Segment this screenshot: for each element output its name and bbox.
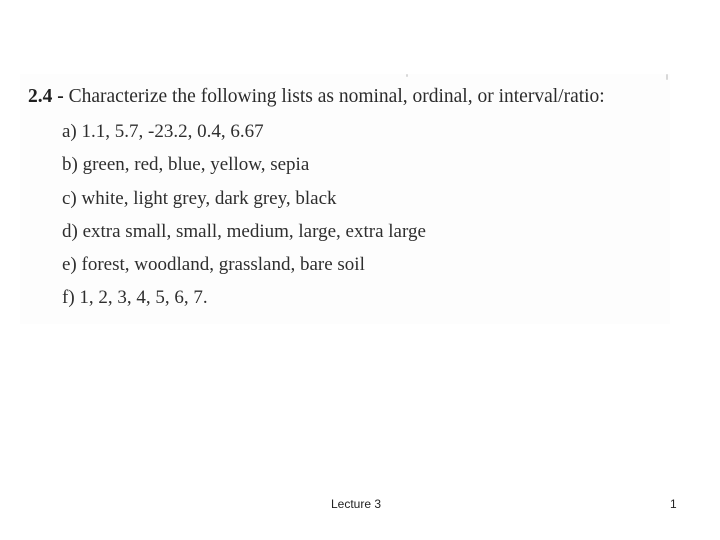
scan-speck [666,74,668,80]
list-item-f: f) 1, 2, 3, 4, 5, 6, 7. [62,287,208,309]
slide-page-number: 1 [670,497,677,511]
exercise-question [28,86,605,108]
list-item-b: b) green, red, blue, yellow, sepia [62,154,310,176]
list-item-c: c) white, light grey, dark grey, black [62,187,337,209]
question-text: Characterize the following lists as nominal, ordinal, or interval/ratio: [68,86,605,107]
list-item-a: a) 1.1, 5.7, -23.2, 0.4, 6.67 [62,121,264,142]
question-number: 2.4 - [28,86,64,107]
answer-list [62,120,426,320]
footer-lecture-label: Lecture 3 [331,497,382,511]
list-item-d: d) extra small, small, medium, large, extra large [62,220,426,242]
list-item-e: e) forest, woodland, grassland, bare soil [62,254,365,276]
scan-speck [406,74,408,77]
